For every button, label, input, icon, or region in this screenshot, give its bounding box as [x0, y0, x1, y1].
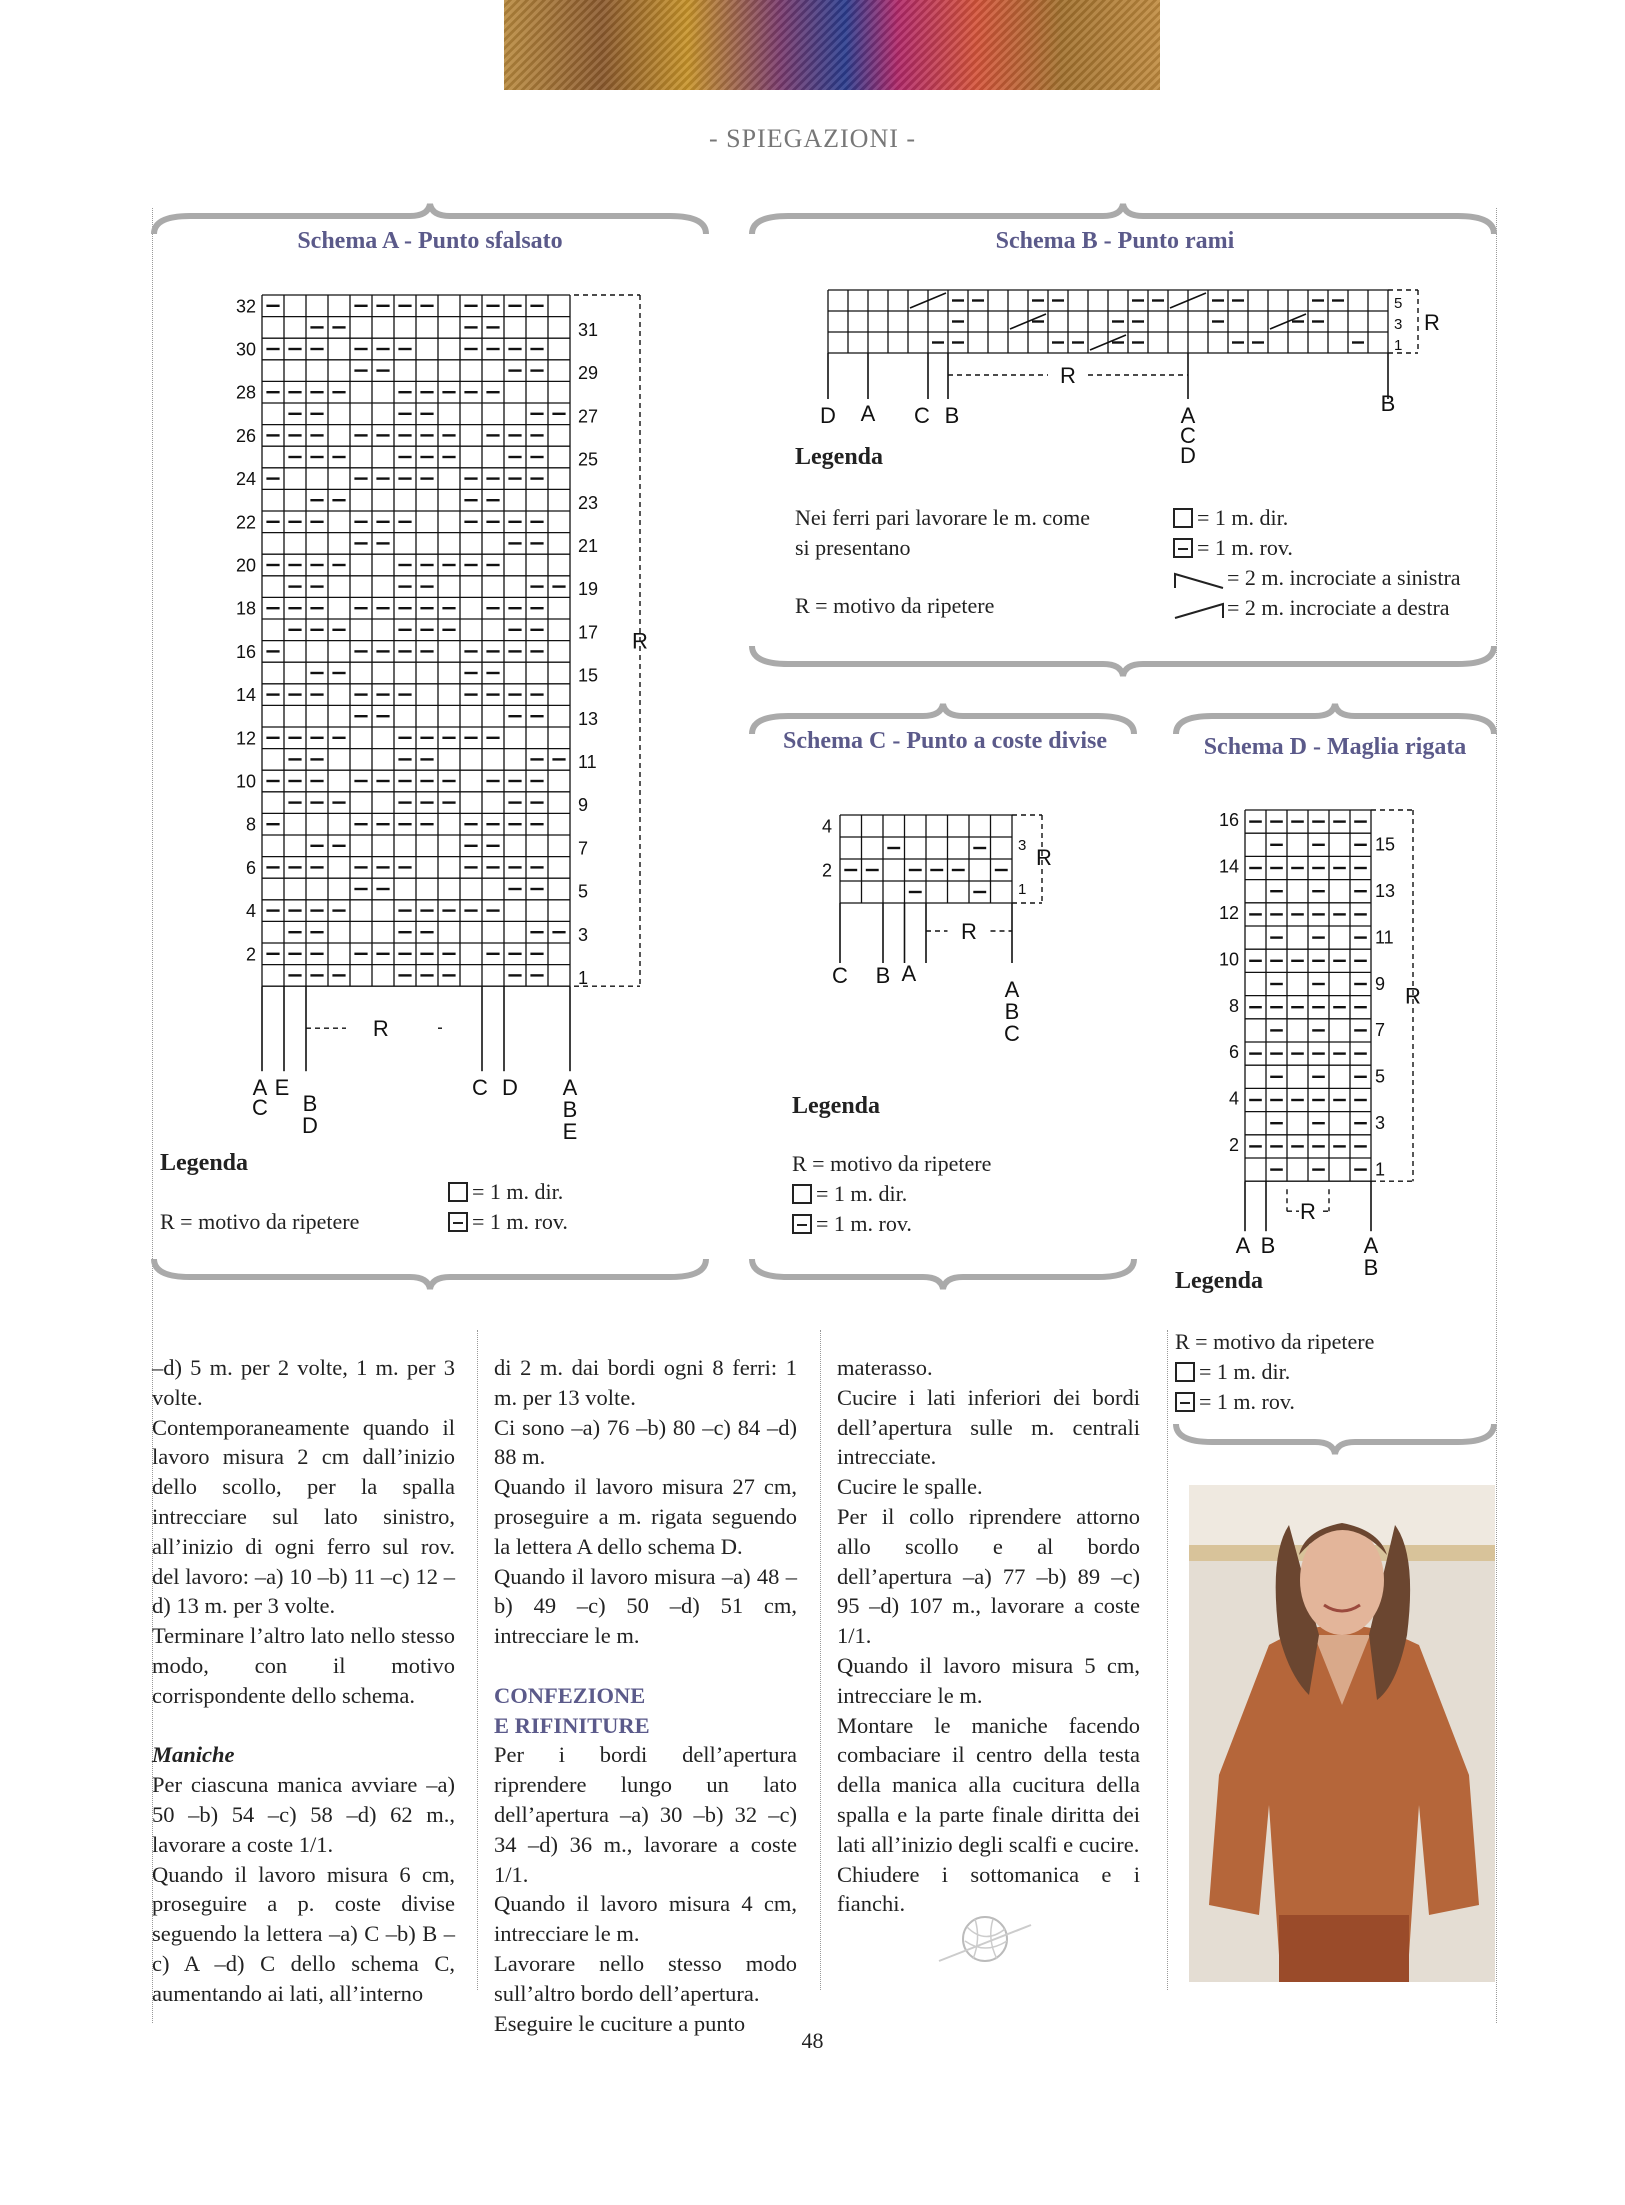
model-photo: [1189, 1485, 1495, 1982]
schema-d-row-number: 4: [1228, 1088, 1239, 1109]
schema-c-bottom-repeat-label: R: [961, 919, 977, 944]
schema-d-row-number: 2: [1228, 1135, 1239, 1156]
schema-a-column-label: E: [562, 1119, 578, 1145]
knit-square-icon: [448, 1182, 468, 1202]
schema-b-column-label: A: [860, 401, 876, 426]
purl-square-icon: [1173, 538, 1193, 558]
schema-d-title: Schema D - Maglia rigata: [1203, 734, 1467, 760]
schema-d-row-number: 3: [1375, 1113, 1386, 1133]
schema-a-row-number: 14: [235, 685, 256, 706]
schema-a-row-number: 4: [245, 901, 256, 922]
schema-a-row-number: 11: [578, 752, 597, 773]
schema-a-row-number: 17: [578, 622, 599, 643]
page-number: 48: [801, 2028, 824, 2053]
schema-a-row-number: 19: [578, 579, 599, 600]
schema-a-row-number: 18: [235, 598, 256, 619]
schema-a-row-number: 12: [235, 728, 256, 749]
schema-a-column-label: D: [502, 1075, 518, 1101]
schema-a-row-number: 16: [235, 641, 256, 662]
schema-a-title: Schema A - Punto sfalsato: [297, 228, 563, 254]
brace-bottom-b: [748, 642, 1498, 682]
schema-a-row-number: 29: [578, 363, 599, 384]
purl-square-icon: [448, 1212, 468, 1232]
section-heading: - SPIEGAZIONI -: [708, 124, 917, 153]
schema-a-legend-heading: Legenda: [160, 1150, 249, 1176]
schema-a-column-label: B: [302, 1091, 318, 1117]
schema-b-column-label: D: [820, 403, 836, 428]
schema-d-row-number: 10: [1218, 949, 1239, 970]
schema-c-legend: R = motivo da ripetere = 1 m. dir. = 1 m. rov.: [792, 1151, 992, 1236]
knit-square-icon: [1175, 1362, 1195, 1382]
schema-d-legend: R = motivo da ripetere = 1 m. dir. = 1 m. rov.: [1175, 1329, 1375, 1414]
schema-d-repeat-label: R: [1405, 983, 1421, 1009]
schema-d-row-number: 5: [1375, 1066, 1386, 1087]
schema-a-row-number: 23: [578, 492, 599, 513]
schema-b-chart: [800, 280, 1460, 480]
schema-d-row-number: 13: [1375, 881, 1396, 901]
schema-a-column-label: A: [252, 1075, 268, 1101]
schema-d-row-number: 14: [1218, 856, 1239, 877]
schema-d-chart: [1190, 790, 1450, 1281]
schema-c-chart: [800, 800, 1100, 1050]
schema-d-column-label: A: [1235, 1233, 1251, 1259]
brace-bottom-c: [748, 1255, 1138, 1295]
schema-a-row-number: 7: [578, 838, 589, 859]
brace-bottom-a: [150, 1255, 710, 1295]
schema-c-column-label: A: [901, 961, 917, 986]
sweater-model-illustration: [1189, 1485, 1495, 1982]
schema-a-repeat-label: R: [632, 628, 648, 654]
schema-b-row-number: 5: [1394, 295, 1403, 312]
schema-c-row-number: 4: [821, 816, 832, 837]
schema-a-row-number: 31: [578, 320, 599, 341]
purl-square-icon: [792, 1214, 812, 1234]
schema-a-row-number: 15: [578, 665, 599, 686]
schema-d-row-number: 1: [1375, 1159, 1386, 1180]
schema-b-column-label: B: [1380, 391, 1396, 416]
schema-a-row-number: 10: [235, 771, 256, 792]
schema-a-row-number: 21: [578, 536, 599, 557]
schema-c-column-label: C: [1004, 1021, 1020, 1046]
schema-b-column-label: A: [1180, 403, 1196, 428]
sleeves-subheading: Maniche: [152, 1742, 235, 1768]
schema-a-column-label: B: [562, 1097, 578, 1123]
schema-c-column-label: C: [832, 963, 848, 988]
schema-a-bottom-repeat-label: R: [372, 1016, 389, 1042]
schema-d-column-label: B: [1260, 1233, 1276, 1259]
schema-a-row-number: 13: [578, 708, 599, 729]
schema-a-legend-repeat: R = motivo da ripetere: [160, 1209, 360, 1234]
schema-a-row-number: 5: [578, 881, 589, 902]
schema-d-column-label: A: [1363, 1233, 1379, 1259]
schema-b-column-label: D: [1180, 443, 1196, 468]
text-column-2: di 2 m. dai bordi ogni 8 ferri: 1 m. per 13 volte. Ci sono –a) 76 –b) 80 –c) 84 –d) 88 m. Quando il lavoro misura 27 cm, proseguire a m. rigata seguendo la lettera A dello schema D. Quando il lavoro misura –a) 48 –b) 49 –c) 50 –d) 51 cm, intrecciare le m. CONFEZIONE E RIFINITURE Per i bordi dell’apertura riprendere lungo un lato dell’apertura –a) 30 –b) 32 –c) 34 –d) 36 m., lavorare a coste 1/1. Quando il lavoro misura 4 cm, intrecciare le m. Lavorare nello stesso modo sull’altro bordo dell’apertura. Eseguire le cuciture a punto: [494, 1355, 797, 2036]
schema-b-column-label: C: [914, 403, 930, 428]
schema-c-legend-heading: Legenda: [792, 1093, 881, 1119]
schema-c-row-number: 2: [821, 860, 832, 881]
column-divider: [477, 1330, 478, 1990]
schema-a-row-number: 32: [235, 296, 256, 317]
schema-d-row-number: 8: [1228, 995, 1239, 1016]
schema-d-row-number: 12: [1218, 903, 1239, 924]
cross-right-icon: [1173, 596, 1227, 620]
purl-square-icon: [1175, 1392, 1195, 1412]
schema-c-column-label: B: [875, 963, 891, 988]
schema-b-bottom-repeat-label: R: [1060, 363, 1076, 388]
knit-square-icon: [792, 1184, 812, 1204]
right-margin-line: [1496, 208, 1497, 2023]
schema-b-column-label: C: [1180, 423, 1196, 448]
schema-c-column-label: B: [1004, 999, 1020, 1024]
schema-b-legend-heading: Legenda: [795, 444, 884, 470]
schema-a-row-number: 25: [578, 449, 599, 470]
schema-c-row-number: 1: [1018, 881, 1027, 899]
column-divider: [820, 1330, 821, 1990]
schema-a-row-number: 1: [578, 968, 589, 989]
schema-a-row-number: 6: [245, 857, 256, 878]
yarn-ball-icon: [935, 1905, 1035, 1965]
schema-b-legend-symbols: = 1 m. dir. = 1 m. rov. = 2 m. incrociate a sinistra = 2 m. incrociate a destra: [1173, 503, 1461, 623]
schema-a-legend-symbols: = 1 m. dir. = 1 m. rov.: [448, 1177, 568, 1237]
schema-a-row-number: 2: [245, 944, 256, 965]
finishing-heading: CONFEZIONE: [494, 1682, 646, 1708]
schema-d-row-number: 16: [1218, 810, 1239, 831]
schema-a-row-number: 22: [235, 512, 256, 533]
schema-c-row-number: 3: [1018, 837, 1027, 855]
schema-d-bottom-repeat-label: R: [1300, 1199, 1316, 1225]
text-column-1: –d) 5 m. per 2 volte, 1 m. per 3 volte. Contemporaneamente quando il lavoro misura 2 cm dall’inizio dello scollo, per la spalla intrecciare sul lato sinistro, all’inizio di ogni ferro sul rov. del lavoro: –a) 10 –b) 11 –c) 12 –d) 13 m. per 3 volte. Terminare l’altro lato nello stesso modo, con il motivo corrispondente dello schema. Maniche Per ciascuna manica avviare –a) 50 –b) 54 –c) 58 –d) 62 m., lavorare a coste 1/1. Quando il lavoro misura 6 cm, proseguire a p. coste divise seguendo la lettera –a) C –b) B –c) A –d) C dello schema C, aumentando ai lati, all’interno: [152, 1355, 455, 2006]
schema-b-legend-note: Nei ferri pari lavorare le m. come si presentano R = motivo da ripetere: [795, 505, 1091, 618]
schema-a-row-number: 24: [235, 469, 256, 490]
schema-b-repeat-label: R: [1424, 309, 1440, 335]
schema-a-column-label: A: [562, 1075, 578, 1101]
schema-a-row-number: 30: [235, 339, 256, 360]
schema-a-row-number: 8: [245, 814, 256, 835]
cross-left-icon: [1173, 566, 1227, 590]
knit-square-icon: [1173, 508, 1193, 528]
schema-a-row-number: 26: [235, 425, 256, 446]
schema-a-column-label: D: [302, 1113, 318, 1139]
schema-a-row-number: 27: [578, 406, 599, 427]
schema-d-row-number: 7: [1375, 1020, 1386, 1041]
schema-a-column-label: E: [274, 1075, 290, 1101]
schema-c-column-label: A: [1004, 977, 1020, 1002]
schema-a-column-label: C: [472, 1075, 488, 1101]
schema-b-column-label: B: [944, 403, 960, 428]
schema-d-row-number: 6: [1228, 1042, 1239, 1063]
schema-b-title: Schema B - Punto rami: [995, 228, 1235, 254]
schema-a-row-number: 3: [578, 924, 589, 945]
schema-d-row-number: 9: [1375, 973, 1386, 994]
schema-a-chart: [150, 280, 670, 1145]
schema-a-column-label: C: [252, 1095, 268, 1121]
brace-bottom-d: [1172, 1420, 1498, 1460]
schema-d-row-number: 11: [1375, 927, 1394, 948]
schema-c-title: Schema C - Punto a coste divise: [783, 728, 1107, 754]
schema-a-row-number: 20: [235, 555, 256, 576]
schema-a-row-number: 28: [235, 382, 256, 403]
schema-d-legend-heading: Legenda: [1175, 1268, 1264, 1294]
schema-c-repeat-label: R: [1036, 845, 1052, 870]
schema-d-column-label: B: [1363, 1255, 1379, 1281]
column-divider: [1167, 1330, 1168, 1990]
schema-a-row-number: 9: [578, 795, 589, 816]
schema-d-row-number: 15: [1375, 834, 1396, 855]
text-column-3: materasso. Cucire i lati inferiori dei bordi dell’apertura sulle m. centrali intrecciate. Cucire le spalle. Per il collo riprendere attorno allo scollo e al bordo dell’apertura –a) 77 –b) 89 –c) 95 –d) 107 m., lavorare a coste 1/1. Quando il lavoro misura 5 cm, intrecciare le m. Montare le maniche facendo combaciare il centro della testa della manica alla cucitura della spalla e la parte finale diritta dei lati all’inizio degli scalfi e cucire. Chiudere i sottomanica e i fianchi.: [837, 1355, 1140, 1917]
schema-b-row-number: 3: [1394, 316, 1403, 333]
schema-b-row-number: 1: [1394, 337, 1403, 354]
yarn-banner-image: [504, 0, 1160, 90]
